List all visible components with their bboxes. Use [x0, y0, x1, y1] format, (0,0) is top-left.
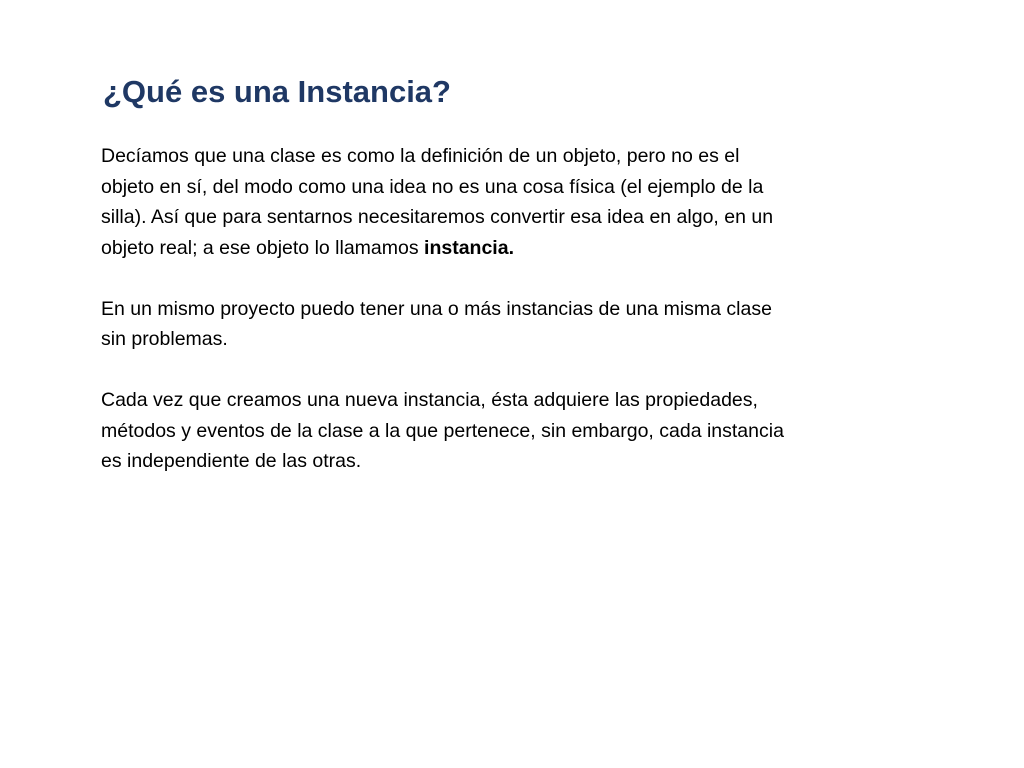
paragraph-independence: [101, 385, 931, 477]
text-line: Cada vez que creamos una nueva instancia, ésta adquiere las propiedades,: [101, 389, 758, 411]
text-line: objeto en sí, del modo como una idea no es una cosa física (el ejemplo de la: [101, 175, 764, 198]
paragraph-multiple-instances: [101, 294, 931, 355]
text-segment: objeto real; a ese objeto lo llamamos: [101, 236, 425, 259]
text-line-with-emphasis: [101, 233, 931, 264]
bold-term-instancia: instancia.: [424, 236, 514, 259]
text-line: En un mismo proyecto puedo tener una o más instancias de una misma clase: [101, 297, 772, 320]
text-line: es independiente de las otras.: [101, 450, 362, 472]
slide-body: [101, 141, 931, 507]
text-line: métodos y eventos de la clase a la que pertenece, sin embargo, cada instancia: [101, 419, 784, 442]
text-line: silla). Así que para sentarnos necesitaremos convertir esa idea en algo, en un: [101, 206, 774, 228]
text-line: Decíamos que una clase es como la definición de un objeto, pero no es el: [101, 145, 740, 167]
paragraph-class-definition: [101, 141, 931, 263]
slide-title: ¿Qué es una Instancia?: [103, 74, 451, 109]
text-line: sin problemas.: [101, 328, 228, 350]
